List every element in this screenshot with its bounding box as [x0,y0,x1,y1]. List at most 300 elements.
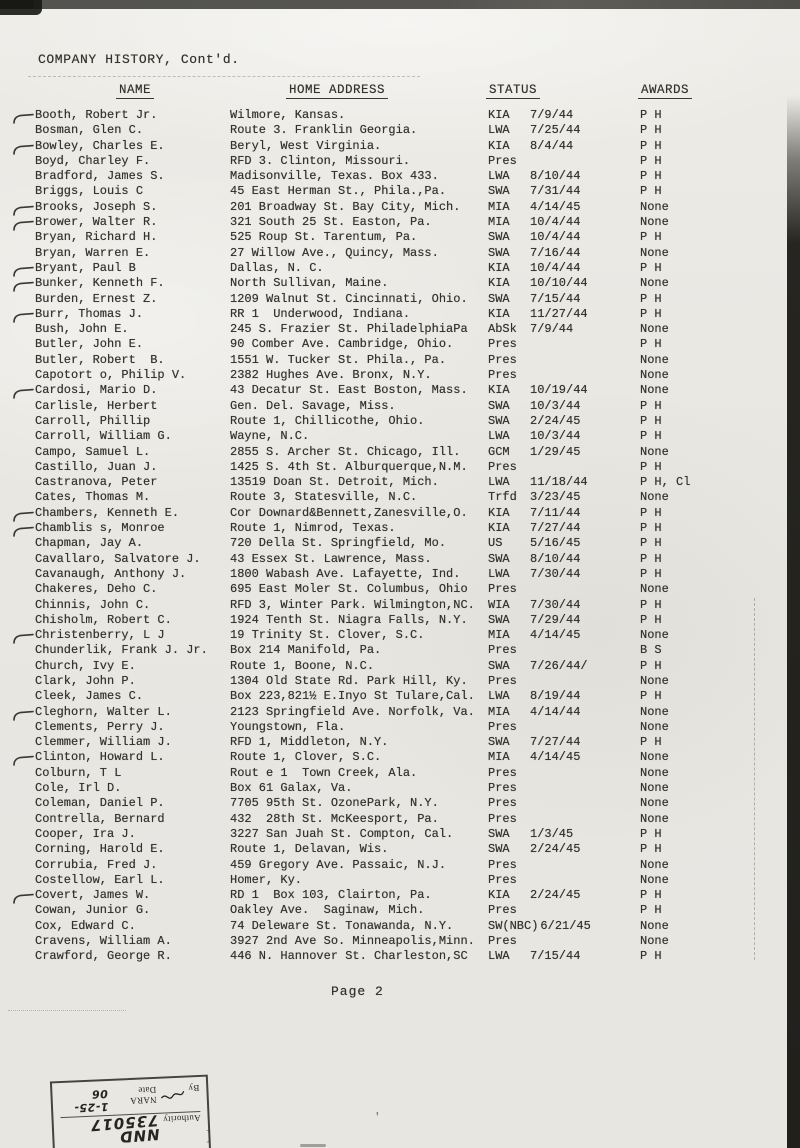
awards-cell: None [640,383,669,398]
status-date: 10/19/44 [530,383,588,398]
table-row [0,567,800,582]
name-cell: Cleghorn, Walter L. [35,704,172,719]
table-row [0,139,800,154]
awards-cell: P H [640,230,662,245]
status-date: 7/15/44 [530,949,581,964]
status-code: Pres [488,765,517,780]
status-code: KIA [488,138,510,153]
address-cell: Homer, Ky. [230,872,303,887]
name-cell: Capotort o, Philip V. [35,368,187,383]
status-code: SWA [488,658,510,673]
address-cell: Box 223,821½ E.Inyo St Tulare,Cal. [230,689,475,704]
address-cell: RR 1 Underwood, Indiana. [230,306,411,321]
name-cell: Cavanaugh, Anthony J. [35,566,187,581]
table-row [0,230,800,245]
status-code: Pres [488,781,517,796]
name-cell: Corning, Harold E. [35,842,165,857]
status-code: Pres [488,857,517,872]
table-row [0,766,800,781]
awards-cell: None [640,368,669,383]
awards-cell: None [640,918,669,933]
table-row [0,108,800,123]
table-row [0,475,800,490]
status-code: LWA [488,475,510,490]
table-row [0,261,800,276]
status-date: 8/10/44 [530,169,581,184]
name-cell: Chakeres, Deho C. [35,582,158,597]
name-cell: Bunker, Kenneth F. [35,276,165,291]
name-cell: Booth, Robert Jr. [35,108,158,122]
address-cell: Dallas, N. C. [230,260,324,275]
status-date: 4/14/44 [530,704,581,719]
status-date: 7/9/44 [530,108,574,122]
address-cell: 321 South 25 St. Easton, Pa. [230,215,432,230]
status-code: Pres [488,872,517,887]
awards-cell: None [640,934,669,949]
status-date: 1/3/45 [530,826,574,841]
column-header-name: NAME [116,83,154,99]
name-cell: Bryan, Warren E. [35,245,151,260]
bottom-smudge [300,1144,326,1147]
status-code: LWA [488,949,510,964]
name-cell: Boyd, Charley F. [35,153,151,168]
table-row [0,705,800,720]
table-row [0,659,800,674]
table-row [0,184,800,199]
table-row [0,858,800,873]
table-row [0,552,800,567]
awards-cell: P H [640,153,662,168]
address-cell: Route 1, Delavan, Wis. [230,842,389,857]
status-date: 7/27/44 [530,735,581,750]
awards-cell: P H [640,169,662,184]
awards-cell: P H [640,903,662,918]
awards-cell: None [640,276,669,291]
table-row [0,582,800,597]
status-code: MIA [488,704,510,719]
table-row [0,399,800,414]
table-row [0,383,800,398]
table-row [0,154,800,169]
awards-cell: P H [640,597,662,612]
status-code: Pres [488,903,517,918]
awards-cell: P H [640,888,662,903]
name-cell: Bowley, Charles E. [35,138,165,153]
name-cell: Carroll, Phillip [35,413,151,428]
table-row [0,598,800,613]
table-row [0,307,800,322]
address-cell: 1800 Wabash Ave. Lafayette, Ind. [230,566,461,581]
roster-rows [0,108,800,965]
status-date: 4/14/45 [530,628,581,643]
stamp-authority-value: NND 735017 [89,1111,161,1147]
stamp-content [52,1077,210,1148]
check-mark-icon [12,888,35,934]
table-row [0,674,800,689]
table-row [0,873,800,888]
check-mark-icon [12,750,35,796]
scratch-line [28,76,420,77]
status-code: LWA [488,169,510,184]
status-code: GCM [488,444,510,459]
name-cell: Chambers, Kenneth E. [35,505,180,520]
address-cell: 720 Della St. Springfield, Mo. [230,536,447,551]
stamp-nara-label: NARA Date [130,1084,157,1106]
table-row [0,506,800,521]
awards-cell: None [640,781,669,796]
name-cell: Bosman, Glen C. [35,123,144,138]
status-date: 4/14/45 [530,750,581,765]
status-date: 7/11/44 [530,505,581,520]
bracket-mark: ] [206,1128,211,1144]
awards-cell: P H, Cl [640,475,691,490]
awards-cell: None [640,490,669,505]
status-date: 8/19/44 [530,689,581,704]
status-date: 7/29/44 [530,612,581,627]
address-cell: Route 3, Statesville, N.C. [230,490,418,505]
status-code: KIA [488,505,510,520]
table-row [0,827,800,842]
name-cell: Briggs, Louis C [35,184,144,199]
awards-cell: None [640,704,669,719]
status-date: 4/14/45 [530,199,581,214]
check-mark-icon [12,705,35,751]
name-cell: Bryan, Richard H. [35,230,158,245]
stamp-authority-line [60,1111,201,1147]
address-cell: 3227 San Juah St. Compton, Cal. [230,826,454,841]
status-code: KIA [488,383,510,398]
status-date: 7/26/44/ [530,658,588,673]
name-cell: Crawford, George R. [35,949,172,964]
awards-cell: P H [640,184,662,199]
status-code: MIA [488,628,510,643]
status-code: LWA [488,429,510,444]
status-date: 3/23/45 [530,490,581,505]
awards-cell: P H [640,536,662,551]
awards-cell: None [640,765,669,780]
awards-cell: P H [640,429,662,444]
awards-cell: None [640,245,669,260]
awards-cell: None [640,215,669,230]
awards-cell: None [640,322,669,337]
status-cell [488,949,640,995]
table-row [0,613,800,628]
status-code: LWA [488,123,510,138]
scan-top-edge [0,0,800,9]
status-code: SWA [488,184,510,199]
name-cell: Butler, John E. [35,337,144,352]
table-row [0,445,800,460]
status-code: Trfd [488,490,517,505]
address-cell: Route 1, Chillicothe, Ohio. [230,413,425,428]
status-code: SWA [488,735,510,750]
status-date: 6/21/45 [540,918,591,933]
check-mark-icon [12,383,35,429]
status-date: 2/24/45 [530,888,581,903]
table-row [0,353,800,368]
address-cell: 27 Willow Ave., Quincy, Mass. [230,245,439,260]
status-code: Pres [488,368,517,383]
status-code: Pres [488,719,517,734]
status-date: 8/10/44 [530,551,581,566]
address-cell: 43 Essex St. Lawrence, Mass. [230,551,432,566]
status-date: 7/30/44 [530,566,581,581]
table-row [0,903,800,918]
scan-top-left-blob [0,0,42,15]
table-row [0,536,800,551]
name-cell: Clark, John P. [35,673,136,688]
status-code: Pres [488,459,517,474]
table-row [0,919,800,934]
table-row [0,888,800,903]
scratch-line-bottom [8,1010,126,1011]
status-code: Pres [488,153,517,168]
check-mark-icon [12,628,35,674]
page-title: COMPANY HISTORY, Cont'd. [38,52,240,67]
address-cell: Route 3. Franklin Georgia. [230,123,418,138]
status-code: SWA [488,413,510,428]
status-code: KIA [488,306,510,321]
awards-cell: P H [640,306,662,321]
address-cell: 3927 2nd Ave So. Minneapolis,Minn. [230,934,475,949]
status-code: MIA [488,215,510,230]
awards-cell: None [640,199,669,214]
table-row [0,781,800,796]
status-date: 7/27/44 [530,521,581,536]
table-row [0,720,800,735]
address-cell: Route 1, Nimrod, Texas. [230,521,396,536]
address-cell: 2123 Springfield Ave. Norfolk, Va. [230,704,475,719]
table-row [0,812,800,827]
status-code: SWA [488,612,510,627]
awards-cell: P H [640,826,662,841]
name-cell: Cowan, Junior G. [35,903,151,918]
name-cell: Cleek, James C. [35,689,144,704]
status-code: SWA [488,230,510,245]
status-code: Pres [488,934,517,949]
address-cell: 45 East Herman St., Phila.,Pa. [230,184,447,199]
address-cell: 1304 Old State Rd. Park Hill, Ky. [230,673,468,688]
name-cell: Burden, Ernest Z. [35,291,158,306]
awards-cell: None [640,796,669,811]
status-date: 5/16/45 [530,536,581,551]
status-code: KIA [488,888,510,903]
table-row [0,750,800,765]
name-cell: Clements, Perry J. [35,719,165,734]
status-date: 7/16/44 [530,245,581,260]
table-row [0,643,800,658]
name-cell: Castranova, Peter [35,475,158,490]
awards-cell: None [640,750,669,765]
status-code: KIA [488,276,510,291]
status-date: 10/4/44 [530,260,581,275]
awards-cell: P H [640,735,662,750]
address-cell: RFD 3, Winter Park. Wilmington,NC. [230,597,475,612]
status-code: Pres [488,337,517,352]
stamp-authority-label: Authority [162,1112,201,1125]
name-cell: Burr, Thomas J. [35,306,144,321]
status-code: Pres [488,582,517,597]
awards-cell: None [640,872,669,887]
table-row [0,276,800,291]
address-cell: 459 Gregory Ave. Passaic, N.J. [230,857,447,872]
name-cell: Cavallaro, Salvatore J. [35,551,201,566]
table-row [0,414,800,429]
awards-cell: P H [640,566,662,581]
table-row [0,521,800,536]
name-cell: Cardosi, Mario D. [35,383,158,398]
name-cell: Cates, Thomas M. [35,490,151,505]
name-cell: Cole, Irl D. [35,781,122,796]
awards-cell: P H [640,551,662,566]
table-row [0,322,800,337]
status-date: 7/30/44 [530,597,581,612]
status-code: Pres [488,352,517,367]
name-cell: Chamblis s, Monroe [35,521,165,536]
name-cell: Brooks, Joseph S. [35,199,158,214]
table-row [0,689,800,704]
address-cell: Wilmore, Kansas. [230,108,346,122]
status-code: LWA [488,689,510,704]
status-code: SWA [488,291,510,306]
name-cell: Chisholm, Robert C. [35,612,172,627]
table-row [0,949,800,964]
status-code: SWA [488,398,510,413]
address-cell: RFD 1, Middleton, N.Y. [230,735,389,750]
address-cell: 245 S. Frazier St. PhiladelphiaPa [230,322,468,337]
address-cell: North Sullivan, Maine. [230,276,389,291]
column-header-awards: AWARDS [638,83,692,99]
name-cell: Cravens, William A. [35,934,172,949]
status-date: 10/4/44 [530,215,581,230]
status-code: WIA [488,597,510,612]
status-date: 10/4/44 [530,230,581,245]
address-cell: RD 1 Box 103, Clairton, Pa. [230,888,432,903]
awards-cell: None [640,582,669,597]
address-cell: 2855 S. Archer St. Chicago, Ill. [230,444,461,459]
name-cell: Costellow, Earl L. [35,872,165,887]
declassification-stamp [50,1075,212,1148]
status-code: Pres [488,643,517,658]
status-code: MIA [488,750,510,765]
awards-cell: None [640,352,669,367]
address-cell: Youngstown, Fla. [230,719,346,734]
address-cell: 74 Deleware St. Tonawanda, N.Y. [230,918,454,933]
name-cell: Brower, Walter R. [35,215,158,230]
status-code: Pres [488,796,517,811]
status-date: 7/25/44 [530,123,581,138]
check-mark-icon [12,521,35,567]
name-cell: Campo, Samuel L. [35,444,151,459]
status-date: 11/27/44 [530,306,588,321]
name-cell: Carroll, William G. [35,429,172,444]
stamp-by-line [59,1083,200,1115]
name-cell: Bryant, Paul B [35,260,136,275]
table-row [0,368,800,383]
awards-cell: P H [640,291,662,306]
address-cell: 90 Comber Ave. Cambridge, Ohio. [230,337,454,352]
status-date: 7/15/44 [530,291,581,306]
page-number: Page 2 [331,984,384,999]
address-cell: 2382 Hughes Ave. Bronx, N.Y. [230,368,432,383]
status-date: 2/24/45 [530,842,581,857]
status-date: 2/24/45 [530,413,581,428]
name-cell: Chunderlik, Frank J. Jr. [35,643,208,658]
name-cell: Coleman, Daniel P. [35,796,165,811]
awards-cell: P H [640,123,662,138]
column-header-status: STATUS [486,83,540,99]
address-cell: 446 N. Hannover St. Charleston,SC [230,949,468,964]
status-date: 7/31/44 [530,184,581,199]
awards-cell: None [640,444,669,459]
table-row [0,628,800,643]
table-row [0,796,800,811]
awards-cell: P H [640,108,662,122]
name-cell: Butler, Robert B. [35,352,165,367]
table-row [0,292,800,307]
status-code: Pres [488,811,517,826]
address-cell: Gen. Del. Savage, Miss. [230,398,396,413]
address-cell: 525 Roup St. Tarentum, Pa. [230,230,418,245]
status-date: 11/18/44 [530,475,588,490]
table-row [0,842,800,857]
status-date: 10/10/44 [530,276,588,291]
address-cell: Cor Downard&Bennett,Zanesville,O. [230,505,468,520]
address-cell: Route 1, Boone, N.C. [230,658,375,673]
name-cell: Colburn, T L [35,765,122,780]
awards-cell: P H [640,505,662,520]
awards-cell: P H [640,138,662,153]
address-cell: Rout e 1 Town Creek, Ala. [230,765,418,780]
signature-squiggle-icon [160,1084,185,1103]
name-cell: Church, Ivy E. [35,658,136,673]
name-cell: Cox, Edward C. [35,918,136,933]
status-code: AbSk [488,322,517,337]
table-row [0,490,800,505]
awards-cell: P H [640,842,662,857]
name-cell: Corrubia, Fred J. [35,857,158,872]
address-cell: Box 61 Galax, Va. [230,781,353,796]
awards-cell: P H [640,689,662,704]
stamp-date-value: 1-25-06 [73,1086,109,1115]
table-row [0,215,800,230]
table-row [0,460,800,475]
table-row [0,735,800,750]
awards-cell: None [640,857,669,872]
status-code: SWA [488,245,510,260]
address-cell: Madisonville, Texas. Box 433. [230,169,439,184]
address-cell: 13519 Doan St. Detroit, Mich. [230,475,439,490]
status-code: SWA [488,551,510,566]
status-date: 8/4/44 [530,138,574,153]
ink-speck: ' [374,1112,381,1124]
address-cell: RFD 3. Clinton, Missouri. [230,153,411,168]
address-cell: Route 1, Clover, S.C. [230,750,382,765]
status-code: SWA [488,842,510,857]
address-cell: 7705 95th St. OzonePark, N.Y. [230,796,439,811]
awards-cell: None [640,673,669,688]
name-cell: Bradford, James S. [35,169,165,184]
awards-cell: None [640,628,669,643]
address-cell: 1551 W. Tucker St. Phila., Pa. [230,352,447,367]
awards-cell: None [640,719,669,734]
status-code: US [488,536,503,551]
address-cell: 19 Trinity St. Clover, S.C. [230,628,425,643]
awards-cell: P H [640,658,662,673]
awards-cell: P H [640,521,662,536]
name-cell: Covert, James W. [35,888,151,903]
status-code: MIA [488,199,510,214]
